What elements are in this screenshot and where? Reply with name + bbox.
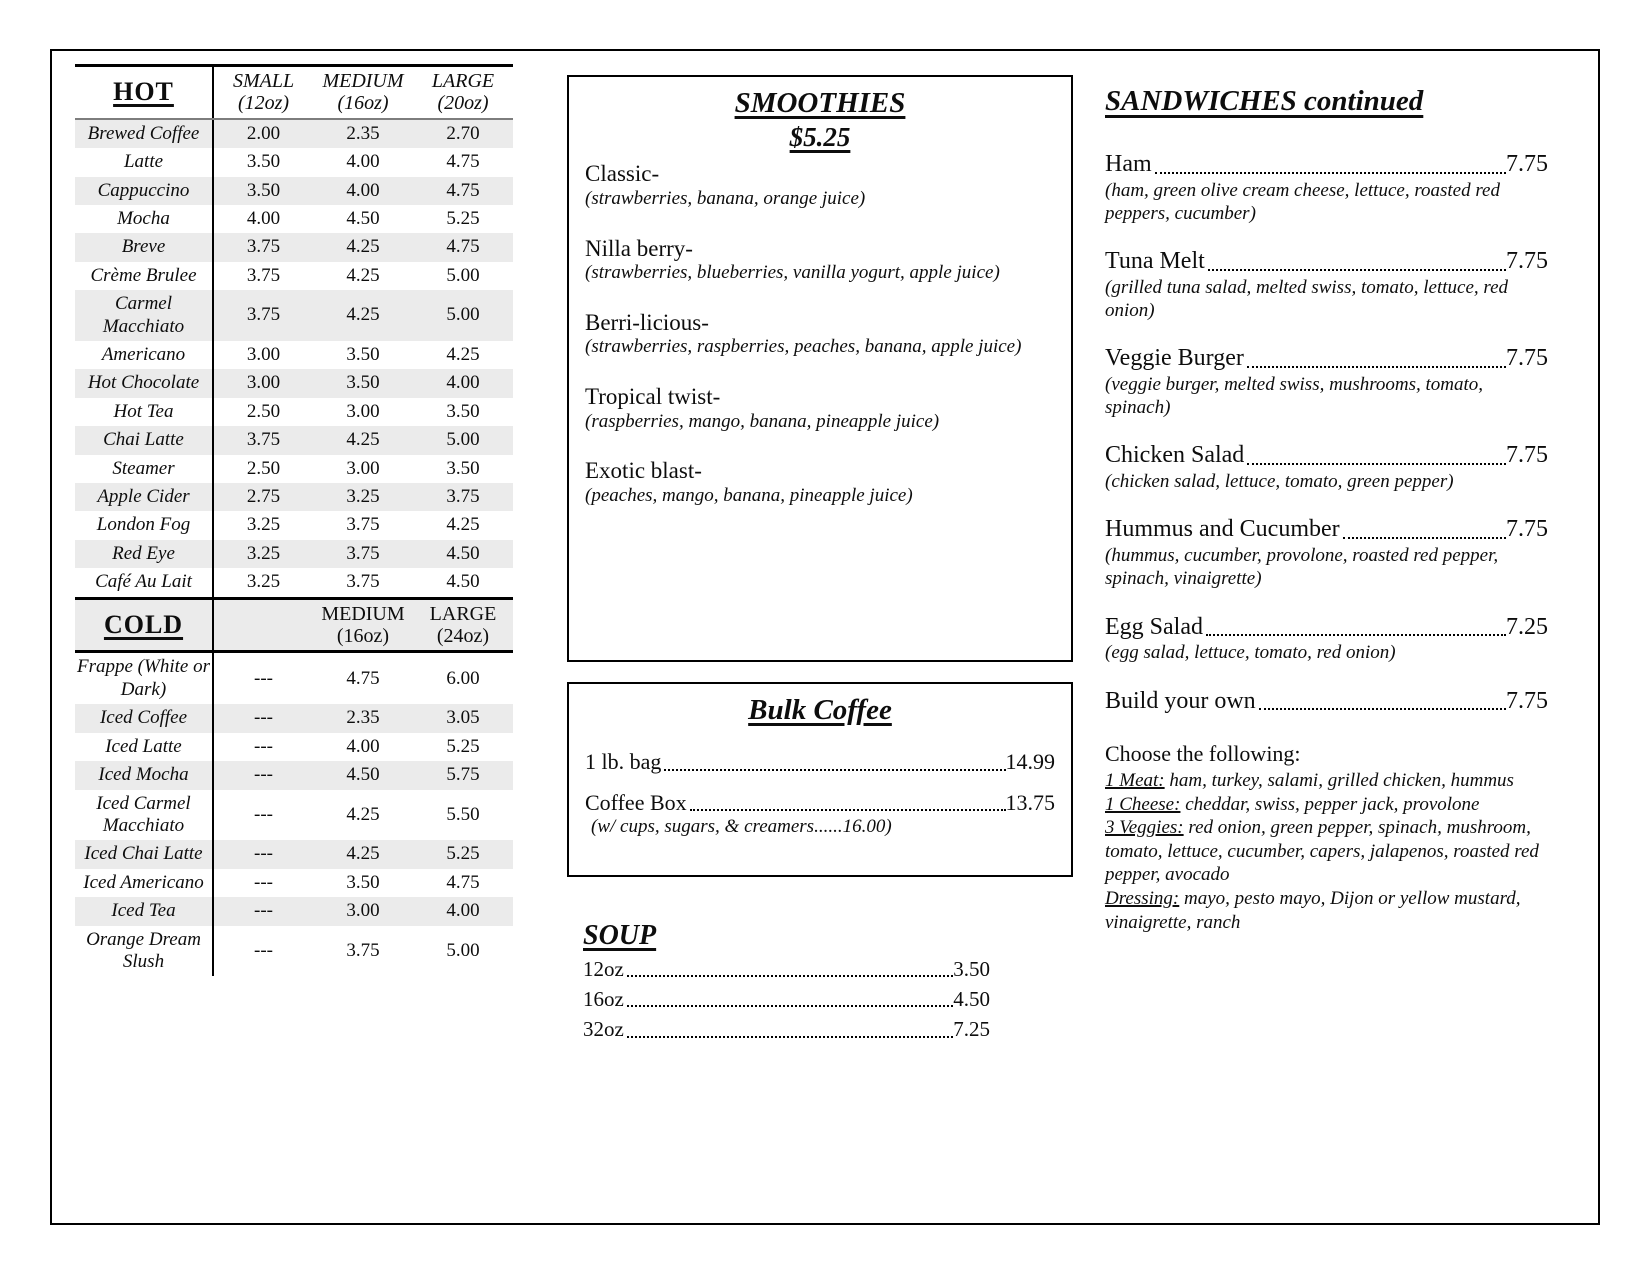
sandwich-price: 7.75: [1506, 442, 1548, 469]
price-small: 2.50: [246, 457, 281, 479]
drink-name: Hot Chocolate: [75, 369, 213, 397]
price-small: ---: [213, 840, 313, 868]
col-label: SMALL: [232, 70, 295, 92]
build-category-label: Dressing:: [1105, 888, 1180, 910]
col-size: (24oz): [436, 625, 490, 648]
dot-leader: [1208, 269, 1506, 271]
price-large: 5.50: [446, 803, 480, 825]
table-row: [75, 205, 513, 233]
dot-leader: [664, 769, 1005, 771]
drink-name: Iced Coffee: [75, 704, 213, 732]
drink-name: Iced Latte: [75, 733, 213, 761]
smoothie-ingredients: (peaches, mango, banana, pineapple juice): [585, 484, 913, 506]
col-header-large: [413, 598, 513, 652]
hot-rows: [75, 119, 513, 598]
build-heading: Choose the following:: [1105, 741, 1301, 767]
price-medium: 3.75: [313, 540, 413, 568]
table-row: [75, 483, 513, 511]
list-item: [1105, 613, 1548, 665]
price-small: 3.75: [213, 233, 313, 261]
build-your-own-options: [1105, 741, 1548, 934]
drink-name: Steamer: [75, 455, 213, 483]
price-medium: 4.25: [313, 290, 413, 341]
price-line: [1105, 613, 1548, 642]
drink-name: Iced Chai Latte: [75, 840, 213, 868]
price-medium: 4.25: [313, 426, 413, 454]
sandwich-price: 7.75: [1506, 516, 1548, 543]
drink-name: Cappuccino: [75, 177, 213, 205]
col-header-empty: [213, 598, 313, 652]
price-medium: 4.25: [313, 233, 413, 261]
price-medium: 3.50: [346, 344, 380, 366]
price-small: ---: [213, 897, 313, 925]
list-item: [1105, 441, 1548, 493]
price-large: 4.50: [413, 540, 513, 568]
price-small: 3.75: [213, 426, 313, 454]
price-medium: 3.25: [313, 483, 413, 511]
list-item: [1105, 687, 1548, 716]
price-large: 5.25: [413, 840, 513, 868]
build-lines: [1105, 769, 1548, 934]
drink-name: London Fog: [75, 511, 213, 539]
price-small: 3.75: [246, 264, 281, 286]
sandwich-name: Chicken Salad: [1105, 442, 1245, 469]
smoothie-ingredients: (strawberries, raspberries, peaches, banana, apple juice): [585, 336, 1022, 358]
price-large: 4.75: [413, 177, 513, 205]
soup-section: [583, 920, 990, 1043]
price-medium: 4.00: [313, 177, 413, 205]
col-label: MEDIUM: [321, 602, 405, 625]
price-medium: 3.75: [346, 514, 380, 536]
cold-rows: [75, 652, 513, 976]
price-large: 6.00: [446, 667, 480, 689]
drink-name: Americano: [75, 341, 213, 369]
price-medium: 3.00: [346, 457, 380, 479]
sandwich-price: 7.25: [1506, 613, 1548, 640]
table-row: [75, 398, 513, 426]
build-line: [1105, 769, 1548, 793]
bulk-item-name: 1 lb. bag: [585, 749, 662, 775]
cold-section-title-cell: [75, 598, 213, 652]
price-large: 2.70: [413, 119, 513, 148]
price-medium: 4.50: [346, 208, 380, 229]
bulk-item-price: 14.99: [1005, 749, 1055, 775]
dot-leader: [690, 809, 1006, 811]
table-row: [75, 869, 513, 897]
col-header-medium: [313, 598, 413, 652]
drink-name: Frappe (White or Dark): [75, 652, 213, 704]
list-item: [585, 458, 1055, 507]
price-small: ---: [254, 667, 273, 689]
soup-list: [583, 957, 990, 1043]
price-small: ---: [254, 939, 273, 961]
price-large: 3.50: [446, 457, 480, 479]
price-small: ---: [213, 704, 313, 732]
price-small: 3.75: [213, 290, 313, 341]
soup-size: 12oz: [583, 957, 624, 981]
price-large: 5.00: [413, 290, 513, 341]
drinks-table: [75, 64, 513, 976]
dot-leader: [1343, 537, 1506, 539]
hot-header-row: [75, 66, 513, 119]
table-row: [75, 652, 513, 704]
dot-leader: [627, 1036, 953, 1038]
list-item: [583, 987, 990, 1012]
price-medium: 2.35: [313, 704, 413, 732]
price-medium: 4.25: [313, 840, 413, 868]
price-small: 4.00: [246, 208, 281, 229]
smoothies-price: $5.25: [789, 122, 851, 153]
table-row: [75, 897, 513, 925]
price-line: [1105, 687, 1548, 716]
col-size: (16oz): [336, 625, 390, 648]
table-row: [75, 733, 513, 761]
smoothie-ingredients: (raspberries, mango, banana, pineapple juice): [585, 410, 940, 432]
table-row: [75, 290, 513, 341]
table-row: [75, 426, 513, 454]
price-large: 3.50: [446, 400, 480, 422]
price-large: 4.25: [446, 344, 480, 366]
price-large: 5.25: [446, 735, 480, 757]
list-item: [585, 310, 1055, 359]
smoothie-name: Berri-licious-: [585, 309, 709, 335]
table-row: [75, 840, 513, 868]
price-large: 4.75: [413, 233, 513, 261]
drink-name: Orange Dream Slush: [75, 926, 213, 977]
dot-leader: [627, 1005, 953, 1007]
price-line: [585, 790, 1055, 816]
sandwich-name: Ham: [1105, 151, 1152, 177]
table-row: [75, 177, 513, 205]
soup-price: 7.25: [953, 1017, 990, 1042]
price-small: 3.25: [213, 540, 313, 568]
smoothie-ingredients: (strawberries, banana, orange juice): [585, 187, 866, 209]
bulk-coffee-box: [567, 682, 1073, 877]
price-medium: 3.00: [313, 897, 413, 925]
price-small: 3.50: [246, 151, 281, 173]
dot-leader: [1247, 463, 1506, 465]
sandwich-price: 7.75: [1506, 151, 1548, 177]
price-small: ---: [254, 871, 273, 893]
sandwich-ingredients: (grilled tuna salad, melted swiss, tomato, lettuce, red onion): [1105, 276, 1509, 322]
drink-name: Breve: [75, 233, 213, 261]
build-category-label: 1 Cheese:: [1105, 793, 1181, 815]
bulk-item-note: (w/ cups, sugars, & creamers......16.00): [591, 816, 892, 838]
table-row: [75, 119, 513, 148]
sandwiches-section: [1105, 85, 1548, 934]
sandwich-ingredients: (veggie burger, melted swiss, mushrooms, tomato, spinach): [1105, 374, 1484, 419]
build-category-label: 3 Veggies:: [1105, 817, 1184, 839]
cold-header: [75, 598, 513, 652]
build-line: [1105, 887, 1548, 934]
list-item: [1105, 515, 1548, 590]
price-medium: 3.50: [313, 369, 413, 397]
build-line: [1105, 816, 1548, 887]
list-item: [583, 1017, 990, 1042]
drink-name: Chai Latte: [75, 426, 213, 454]
table-row: [75, 341, 513, 369]
table-row: [75, 568, 513, 598]
dot-leader: [627, 975, 953, 977]
price-medium: 4.50: [313, 761, 413, 789]
build-category-options: mayo, pesto mayo, Dijon or yellow mustard, vinaigrette, ranch: [1105, 888, 1521, 933]
build-category-label: 1 Meat:: [1105, 770, 1165, 792]
soup-price: 4.50: [953, 987, 990, 1012]
sandwiches-list: [1105, 150, 1548, 715]
list-item: [1105, 247, 1548, 322]
build-category-options: red onion, green pepper, spinach, mushroom, tomato, lettuce, cucumber, capers, jalapenos, roasted red pepper, avocado: [1105, 817, 1539, 886]
list-item: [583, 957, 990, 982]
build-line: [1105, 793, 1548, 817]
sandwiches-title: SANDWICHES continued: [1105, 85, 1424, 117]
price-medium: 4.25: [346, 803, 380, 825]
sandwich-name: Tuna Melt: [1105, 248, 1205, 275]
price-small: ---: [254, 735, 273, 757]
price-large: 5.75: [413, 761, 513, 789]
price-line: [1105, 515, 1548, 544]
soup-size: 16oz: [583, 987, 624, 1012]
drink-name: Red Eye: [75, 540, 213, 568]
sandwich-price: 7.75: [1506, 687, 1548, 714]
drink-name: Crème Brulee: [75, 262, 213, 290]
bulk-coffee-title: Bulk Coffee: [748, 694, 892, 726]
smoothies-list: [569, 153, 1071, 507]
col-label: LARGE: [429, 602, 497, 625]
price-small: 3.25: [246, 571, 281, 593]
smoothie-name: Nilla berry-: [585, 235, 693, 261]
price-medium: 3.50: [346, 871, 380, 893]
list-item: [1105, 344, 1548, 419]
price-large: 5.00: [413, 426, 513, 454]
col-header-small: [213, 66, 313, 119]
price-medium: 3.75: [346, 939, 380, 961]
price-small: 2.00: [213, 119, 313, 148]
col-size: (12oz): [237, 92, 290, 115]
table-row: [75, 148, 513, 176]
price-medium: 4.25: [346, 264, 380, 286]
hot-section-title-cell: [75, 66, 213, 119]
soup-size: 32oz: [583, 1017, 624, 1042]
col-size: (16oz): [337, 92, 389, 115]
drink-name: Café Au Lait: [75, 568, 213, 598]
price-medium: 2.35: [313, 119, 413, 148]
price-large: 4.75: [446, 871, 480, 893]
sandwich-ingredients: (egg salad, lettuce, tomato, red onion): [1105, 642, 1396, 664]
smoothie-name: Tropical twist-: [585, 384, 721, 410]
price-small: 3.00: [246, 344, 281, 366]
dot-leader: [1259, 708, 1506, 710]
sandwich-price: 7.75: [1506, 345, 1548, 372]
soup-title: SOUP: [583, 920, 657, 951]
price-small: 2.50: [246, 400, 281, 422]
bulk-coffee-list: [569, 727, 1071, 838]
drink-name: Apple Cider: [75, 483, 213, 511]
smoothie-name: Exotic blast-: [585, 458, 702, 484]
list-item: [585, 749, 1055, 775]
cold-section-title: COLD: [103, 609, 184, 639]
list-item: [585, 384, 1055, 433]
hot-section-title: HOT: [113, 77, 174, 107]
bulk-item-name: Coffee Box: [585, 789, 687, 815]
table-row: [75, 233, 513, 261]
drink-name: Iced Mocha: [75, 761, 213, 789]
table-row: [75, 511, 513, 539]
price-medium: 4.00: [346, 151, 380, 173]
sandwich-ingredients: (hummus, cucumber, provolone, roasted red pepper, spinach, vinaigrette): [1105, 545, 1499, 590]
drink-name: Iced Carmel Macchiato: [75, 790, 213, 841]
price-small: ---: [213, 761, 313, 789]
col-header-large: [413, 66, 513, 119]
price-large: 4.00: [413, 897, 513, 925]
sandwich-price: 7.75: [1506, 248, 1548, 275]
table-row: [75, 369, 513, 397]
price-small: 2.75: [213, 483, 313, 511]
smoothies-box: [567, 75, 1073, 662]
hot-header: [75, 66, 513, 119]
sandwich-name: Hummus and Cucumber: [1105, 516, 1340, 543]
smoothie-ingredients: (strawberries, blueberries, vanilla yogurt, apple juice): [585, 262, 1000, 284]
table-row: [75, 790, 513, 841]
table-row: [75, 704, 513, 732]
sandwich-ingredients: (chicken salad, lettuce, tomato, green pepper): [1105, 471, 1454, 493]
price-medium: 3.75: [346, 571, 380, 593]
price-line: [585, 749, 1055, 775]
price-large: 4.25: [446, 514, 480, 536]
soup-price: 3.50: [953, 957, 990, 981]
price-medium: 3.00: [346, 400, 380, 422]
price-small: 3.00: [213, 369, 313, 397]
dot-leader: [1247, 366, 1506, 368]
list-item: [1105, 150, 1548, 225]
list-item: [585, 790, 1055, 838]
dot-leader: [1206, 634, 1506, 636]
col-label: MEDIUM: [322, 70, 404, 92]
price-line: [1105, 441, 1548, 470]
price-large: 4.50: [446, 571, 480, 593]
col-label: LARGE: [431, 70, 495, 92]
price-small: 3.50: [213, 177, 313, 205]
table-row: [75, 455, 513, 483]
col-header-medium: [313, 66, 413, 119]
smoothies-title: SMOOTHIES: [734, 87, 906, 119]
sandwich-name: Build your own: [1105, 687, 1256, 714]
col-size: (20oz): [437, 92, 489, 115]
build-category-options: cheddar, swiss, pepper jack, provolone: [1180, 793, 1480, 815]
price-medium: 4.00: [346, 735, 380, 757]
drink-name: Iced Tea: [75, 897, 213, 925]
drink-name: Mocha: [75, 205, 213, 233]
drink-name: Iced Americano: [75, 869, 213, 897]
bulk-item-price: 13.75: [1005, 789, 1055, 815]
drink-name: Brewed Coffee: [75, 119, 213, 148]
sandwich-ingredients: (ham, green olive cream cheese, lettuce, roasted red peppers, cucumber): [1105, 179, 1500, 224]
table-row: [75, 262, 513, 290]
price-large: 5.25: [446, 208, 480, 229]
dot-leader: [1155, 172, 1506, 174]
price-large: 4.75: [446, 151, 480, 173]
price-line: [1105, 247, 1548, 276]
price-small: ---: [254, 803, 273, 825]
table-row: [75, 926, 513, 977]
table-row: [75, 761, 513, 789]
smoothie-name: Classic-: [585, 161, 660, 187]
price-line: [1105, 344, 1548, 373]
price-large: 3.05: [413, 704, 513, 732]
cold-header-row: [75, 598, 513, 652]
price-large: 4.00: [413, 369, 513, 397]
price-small: 3.25: [246, 514, 281, 536]
sandwich-name: Egg Salad: [1105, 613, 1203, 640]
list-item: [585, 236, 1055, 285]
sandwich-name: Veggie Burger: [1105, 345, 1244, 372]
build-category-options: ham, turkey, salami, grilled chicken, hummus: [1164, 770, 1514, 792]
drink-name: Carmel Macchiato: [75, 290, 213, 341]
table-row: [75, 540, 513, 568]
drink-name: Latte: [75, 148, 213, 176]
price-medium: 4.75: [346, 667, 380, 689]
drink-name: Hot Tea: [75, 398, 213, 426]
price-line: [1105, 150, 1548, 179]
price-large: 5.00: [446, 264, 480, 286]
price-large: 3.75: [413, 483, 513, 511]
list-item: [585, 161, 1055, 210]
price-large: 5.00: [446, 939, 480, 961]
